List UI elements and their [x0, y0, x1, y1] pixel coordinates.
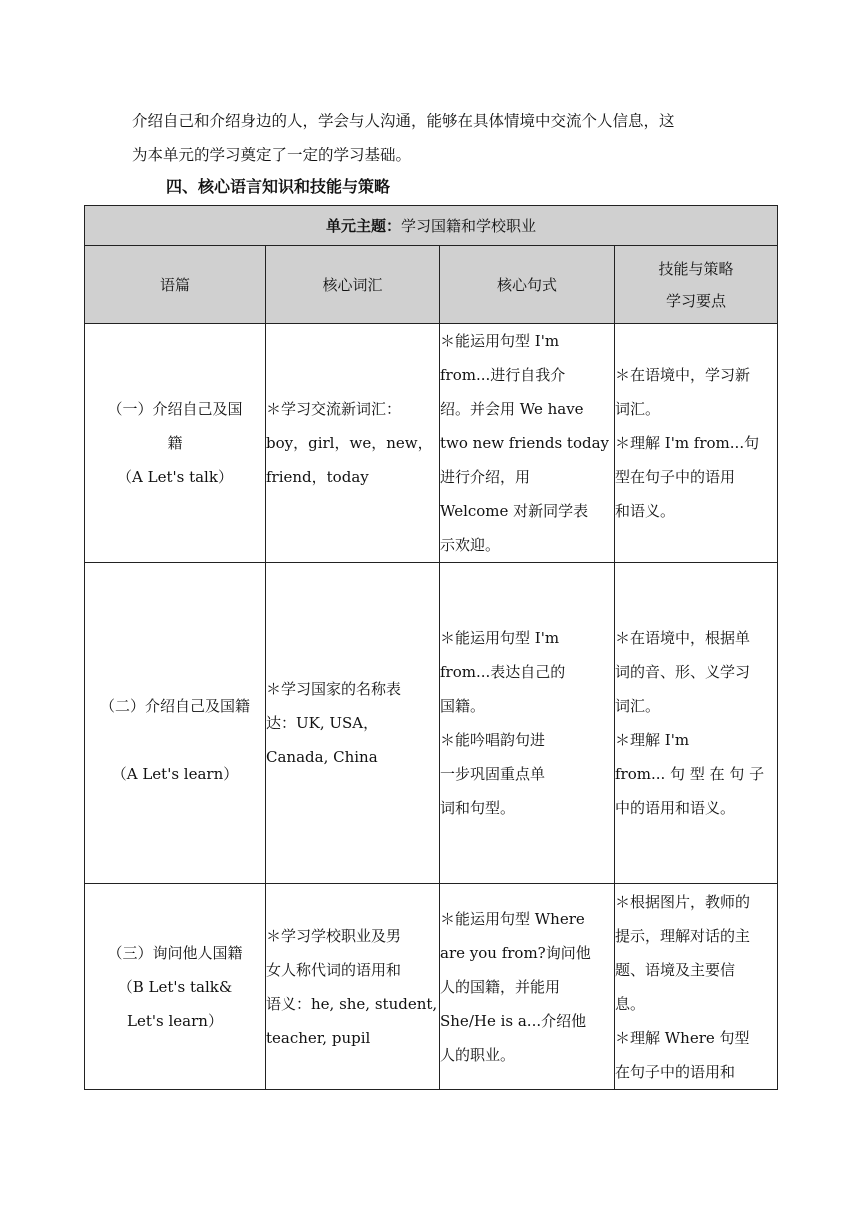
lesson-cell — [85, 884, 266, 1090]
strategy-line: ＊根据图片，教师的 — [615, 892, 751, 911]
sentence-cell — [440, 563, 615, 884]
sentence-line: 国籍。 — [440, 697, 486, 715]
strategy-line: ＊理解 Where 句型 — [615, 1028, 750, 1047]
sentence-line: two new friends today — [440, 434, 610, 452]
strategy-line: from... 句 型 在 句 子 — [615, 765, 765, 783]
strategy-line: ＊理解 I'm from...句 — [615, 434, 760, 452]
theme-value: 学习国籍和学校职业 — [401, 217, 537, 235]
strategy-cell — [615, 884, 778, 1090]
vocab-line: boy，girl，we，new， — [266, 434, 433, 452]
strategy-line: 词汇。 — [615, 400, 661, 418]
sentence-line: from...进行自我介 — [440, 366, 566, 384]
vocab-line: ＊学习交流新词汇： — [266, 400, 402, 418]
lesson-line: （A Let's talk） — [117, 468, 233, 486]
sentence-line: Welcome 对新同学表 — [440, 502, 589, 520]
sentence-line: 示欢迎。 — [440, 536, 501, 554]
spacer — [85, 655, 265, 689]
header-strategy-line-2: 学习要点 — [666, 291, 727, 310]
lesson-cell — [85, 563, 266, 884]
vocab-line: 语义：he, she, student, — [266, 994, 438, 1013]
sentence-cell — [440, 884, 615, 1090]
header-vocab: 核心词汇 — [266, 246, 440, 324]
strategy-line: 词汇。 — [615, 697, 661, 715]
strategy-line: 和语义。 — [615, 502, 676, 520]
table-row — [85, 884, 778, 1090]
header-strategy-line-1: 技能与策略 — [658, 259, 734, 278]
strategy-line: ＊在语境中，根据单 — [615, 629, 751, 647]
sentence-line: from...表达自己的 — [440, 663, 566, 681]
sentence-line: are you from?询问他 — [440, 943, 591, 962]
strategy-line: 词的音、形、义学习 — [615, 663, 751, 681]
sentence-line: 进行介绍，用 — [440, 468, 531, 486]
vocab-line: teacher, pupil — [266, 1028, 371, 1047]
vocab-line: friend，today — [266, 468, 369, 486]
table-row — [85, 563, 778, 884]
lesson-line: Let's learn） — [127, 1011, 223, 1030]
strategy-line: 息。 — [615, 994, 646, 1013]
intro-line-2: 为本单元的学习奠定了一定的学习基础。 — [132, 146, 412, 164]
strategy-cell — [615, 563, 778, 884]
header-strategy — [615, 246, 778, 324]
vocab-line: ＊学习学校职业及男 — [266, 926, 402, 945]
header-text: 语篇 — [85, 246, 266, 324]
header-row — [85, 246, 778, 324]
sentence-line: 人的职业。 — [440, 1045, 516, 1064]
strategy-line: 在句子中的语用和 — [615, 1062, 736, 1081]
strategy-line: 中的语用和语义。 — [615, 799, 736, 817]
sentence-line: She/He is a...介绍他 — [440, 1011, 587, 1030]
sentence-line: 人的国籍，并能用 — [440, 977, 561, 996]
theme-label: 单元主题： — [326, 217, 402, 235]
theme-cell — [85, 206, 778, 246]
strategy-line: 题、语境及主要信 — [615, 960, 736, 979]
theme-row — [85, 206, 778, 246]
strategy-line: 提示，理解对话的主 — [615, 926, 751, 945]
vocab-cell — [266, 884, 440, 1090]
intro-paragraph — [132, 104, 772, 172]
sentence-cell — [440, 324, 615, 563]
lesson-line: 籍 — [167, 434, 183, 452]
strategy-line: ＊理解 I'm — [615, 731, 690, 749]
intro-line-1: 介绍自己和介绍身边的人，学会与人沟通，能够在具体情境中交流个人信息，这 — [132, 112, 675, 130]
sentence-line: 一步巩固重点单 — [440, 765, 546, 783]
strategy-cell — [615, 324, 778, 563]
sentence-line: ＊能运用句型 I'm — [440, 629, 560, 647]
sentence-line: ＊能吟唱韵句进 — [440, 731, 546, 749]
sentence-line: ＊能运用句型 Where — [440, 909, 585, 928]
strategy-line: 型在句子中的语用 — [615, 468, 736, 486]
sentence-line: 词和句型。 — [440, 799, 516, 817]
lesson-plan-table — [84, 205, 778, 1090]
vocab-line: Canada, China — [266, 748, 378, 766]
strategy-line: ＊在语境中，学习新 — [615, 366, 751, 384]
vocab-line: ＊学习国家的名称表 — [266, 680, 402, 698]
lesson-line: （一）介绍自己及国 — [107, 400, 243, 418]
lesson-line: （B Let's talk& — [117, 977, 233, 996]
table-row — [85, 324, 778, 563]
lesson-line: （二）介绍自己及国籍 — [99, 697, 250, 715]
lesson-line: （三）询问他人国籍 — [107, 943, 243, 962]
sentence-line: ＊能运用句型 I'm — [440, 332, 560, 350]
vocab-cell — [266, 324, 440, 563]
lesson-line: （A Let's learn） — [111, 765, 239, 783]
header-sentence: 核心句式 — [440, 246, 615, 324]
sentence-line: 绍。并会用 We have — [440, 400, 584, 418]
section-heading: 四、核心语言知识和技能与策略 — [166, 177, 391, 196]
spacer — [85, 723, 265, 757]
lesson-cell — [85, 324, 266, 563]
vocab-cell — [266, 563, 440, 884]
vocab-line: 女人称代词的语用和 — [266, 960, 402, 979]
vocab-line: 达：UK, USA， — [266, 714, 379, 732]
